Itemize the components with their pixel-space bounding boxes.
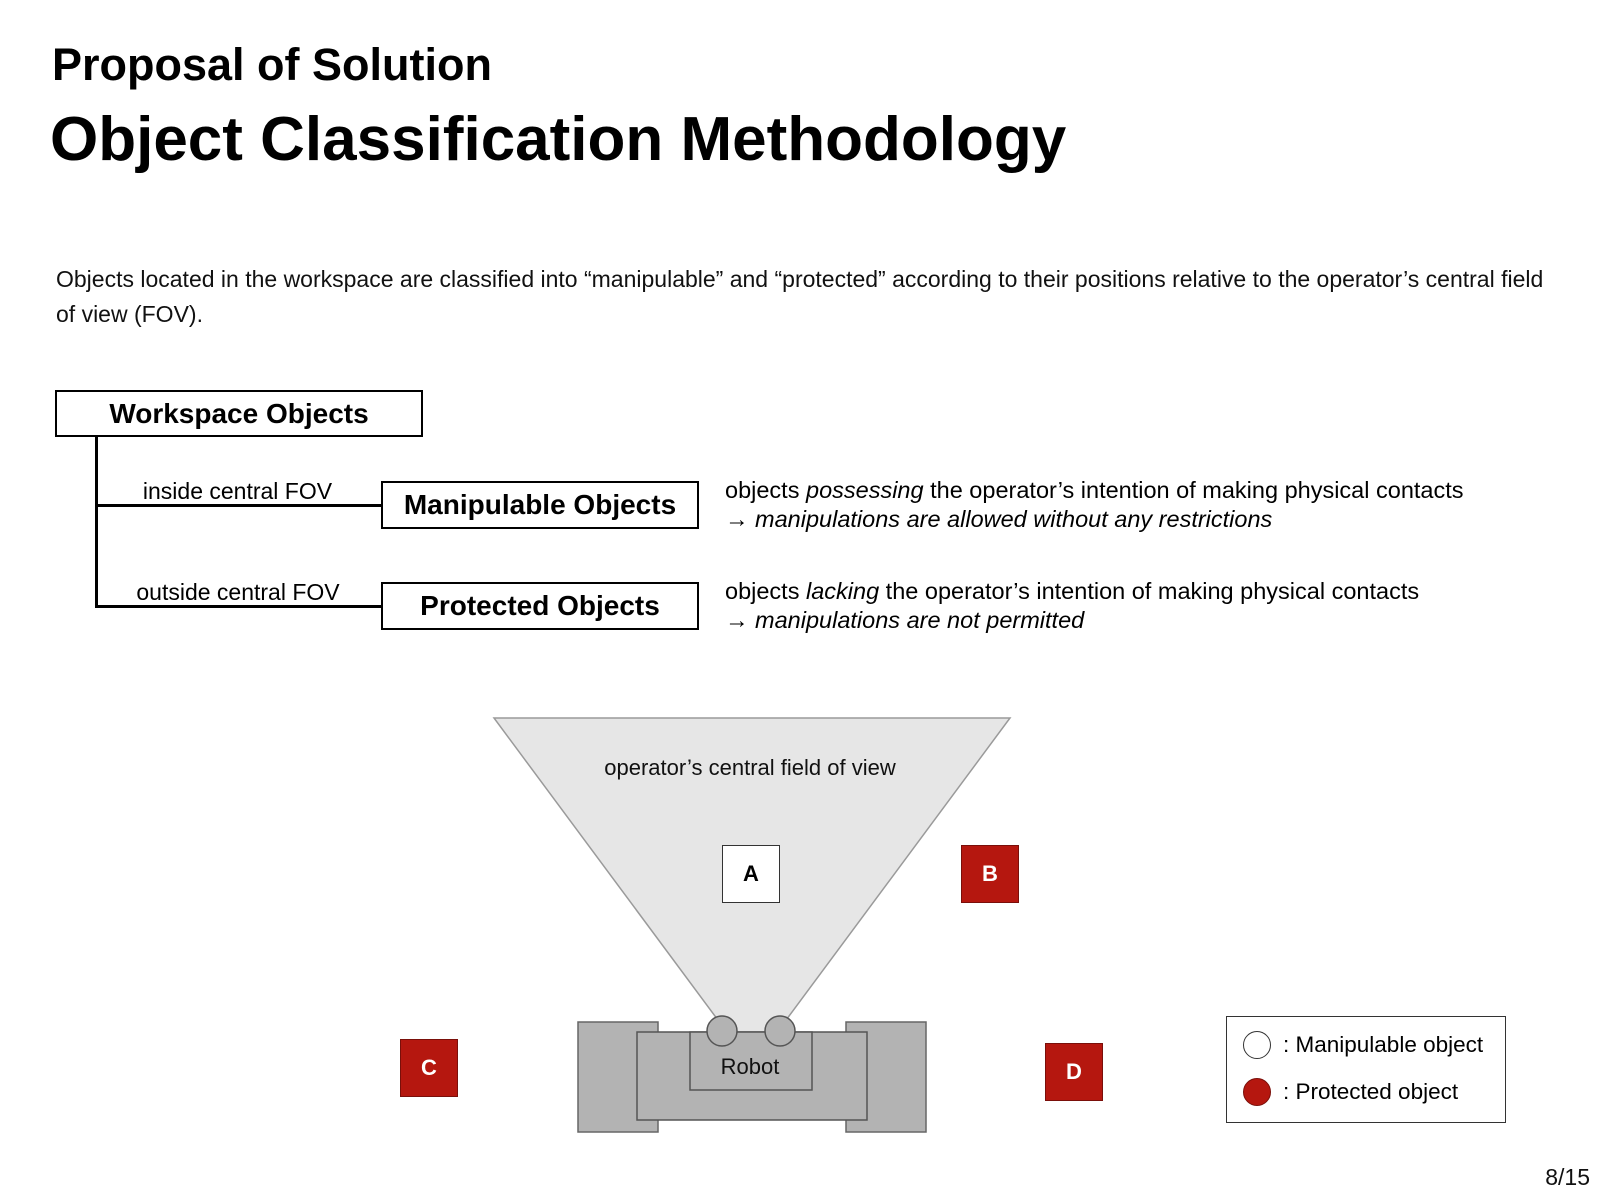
object-b-protected: B (961, 845, 1019, 903)
legend-label-protected: : Protected object (1283, 1079, 1459, 1104)
robot-eye-left (707, 1016, 737, 1046)
legend-row-manipulable (1243, 1031, 1483, 1059)
object-c-protected: C (400, 1039, 458, 1097)
legend-row-protected (1243, 1078, 1458, 1106)
protected-consequence: → manipulations are not permitted (725, 607, 1085, 633)
workspace-objects-box: Workspace Objects (55, 390, 423, 437)
section-title: Proposal of Solution (52, 39, 492, 90)
manipulable-marker-icon (1243, 1031, 1271, 1059)
condition-label-outside: outside central FOV (136, 579, 340, 605)
robot-label: Robot (720, 1054, 780, 1079)
condition-label-inside: inside central FOV (142, 478, 333, 504)
object-a-manipulable: A (722, 845, 780, 903)
manipulable-objects-box: Manipulable Objects (381, 481, 699, 529)
legend (1226, 1016, 1506, 1123)
manipulable-definition: objects possessing the operator’s intention of making physical contacts (725, 477, 1464, 503)
object-d-protected: D (1045, 1043, 1103, 1101)
fov-label: operator’s central field of view (604, 755, 896, 780)
page-number: 8/15 (1545, 1164, 1590, 1190)
protected-marker-icon (1243, 1078, 1271, 1106)
protected-definition: objects lacking the operator’s intention of making physical contacts (725, 578, 1420, 604)
manipulable-consequence: → manipulations are allowed without any restrictions (725, 506, 1273, 532)
protected-objects-box: Protected Objects (381, 582, 699, 630)
emphasis-possessing: possessing (806, 477, 924, 503)
legend-label-manipulable: : Manipulable object (1283, 1032, 1484, 1057)
emphasis-lacking: lacking (806, 578, 880, 604)
robot-eye-right (765, 1016, 795, 1046)
intro-text: Objects located in the workspace are classified into “manipulable” and “protected” according to their positions relative to the operator’s central field of view (FOV). (56, 266, 1544, 327)
page-title: Object Classification Methodology (50, 105, 1067, 174)
